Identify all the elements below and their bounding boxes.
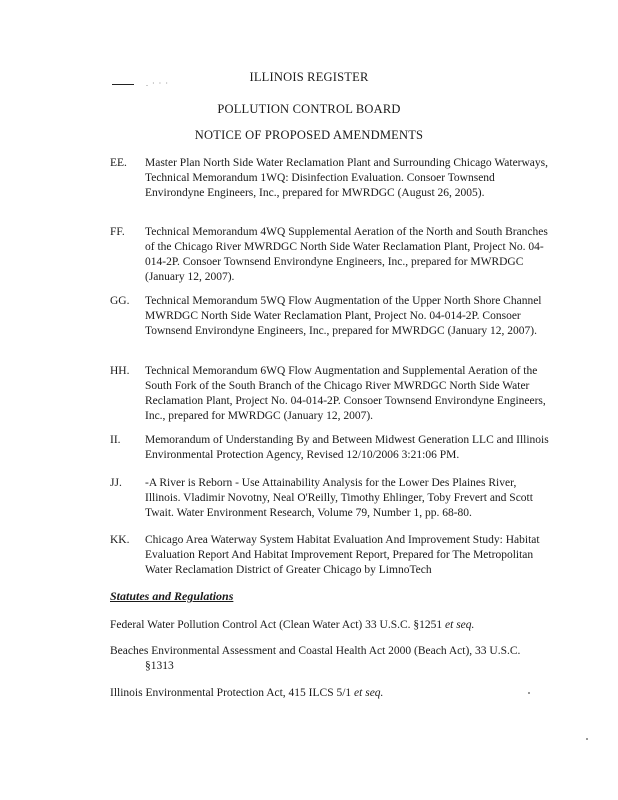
item-label: II.	[110, 434, 121, 446]
statute-continuation: §1313	[145, 660, 174, 672]
item-label: KK.	[110, 534, 130, 546]
notice-title: NOTICE OF PROPOSED AMENDMENTS	[194, 128, 424, 142]
item-text: Technical Memorandum 5WQ Flow Augmentation of the Upper North Shore Channel MWRDGC North Side Water Reclamation Plant, Project No. 04-014-2P. Consoer Townsend Environdyne Engineers, Inc., prepared for MWRDGC (January 12, 2007).	[145, 295, 542, 337]
item-label: FF.	[110, 226, 125, 238]
item-text: Memorandum of Understanding By and Between Midwest Generation LLC and Illinois Environmental Protection Agency, Revised 12/10/2006 3:21:06 PM.	[145, 434, 549, 461]
reference-item-gg	[110, 294, 550, 339]
item-text: Chicago Area Waterway System Habitat Evaluation And Improvement Study: Habitat Evaluation Report And Habitat Improvement Report, Prepared for The Metropolitan Water Reclamation District of Greater Chicago by LimnoTech	[145, 534, 540, 576]
statute-item	[110, 686, 550, 701]
reference-item-ff	[110, 225, 550, 285]
item-text: Technical Memorandum 4WQ Supplemental Aeration of the North and South Branches of the Chicago River MWRDGC North Side Water Reclamation Plant, Project No. 04-014-2P. Consoer Townsend Environdyne Engineers, Inc., prepared for MWRDGC (January 12, 2007).	[145, 226, 548, 283]
reference-item-ee	[110, 156, 550, 201]
reference-item-hh	[110, 364, 550, 424]
statute-citation: Illinois Environmental Protection Act, 415 ILCS 5/1	[110, 687, 355, 699]
item-text: Master Plan North Side Water Reclamation Plant and Surrounding Chicago Waterways, Technical Memorandum 1WQ: Disinfection Evaluation. Consoer Townsend Environdyne Engineers, Inc., prepared for MWRDGC (August 26, 2005).	[145, 157, 549, 199]
statute-item	[110, 618, 550, 633]
item-label: JJ.	[110, 477, 122, 489]
item-label: GG.	[110, 295, 130, 307]
register-title: ILLINOIS REGISTER	[249, 70, 369, 84]
statute-italic: et seq.	[445, 619, 475, 631]
item-text: Technical Memorandum 6WQ Flow Augmentation and Supplemental Aeration of the South Fork of the South Branch of the Chicago River MWRDGC North Side Water Reclamation Plant, Project No. 04-014-2P. Consoer Townsend Environdyne Engineers, Inc., prepared for MWRDGC (January 12, 2007).	[145, 365, 546, 422]
statute-citation: Federal Water Pollution Control Act (Clean Water Act) 33 U.S.C. §1251	[110, 619, 446, 631]
scan-specks: . · · ·	[146, 79, 169, 88]
item-label: HH.	[110, 365, 130, 377]
scan-speck	[528, 692, 530, 694]
statute-item	[110, 644, 550, 674]
statute-italic: et seq.	[354, 687, 384, 699]
reference-item-ii	[110, 433, 550, 463]
reference-item-jj	[110, 476, 550, 521]
agency-name: POLLUTION CONTROL BOARD	[217, 102, 401, 116]
reference-item-kk	[110, 533, 550, 578]
statute-citation: Beaches Environmental Assessment and Coastal Health Act 2000 (Beach Act), 33 U.S.C.	[110, 645, 521, 657]
scan-speck	[586, 738, 588, 740]
section-heading: Statutes and Regulations	[110, 589, 234, 603]
item-text: -A River is Reborn - Use Attainability Analysis for the Lower Des Plaines River, Illinois. Vladimir Novotny, Neal O'Reilly, Timothy Ehlinger, Toby Frevert and Scott Twait. Water Environment Research, Volume 79, Number 1, pp. 68-80.	[145, 477, 533, 519]
item-label: EE.	[110, 157, 127, 169]
